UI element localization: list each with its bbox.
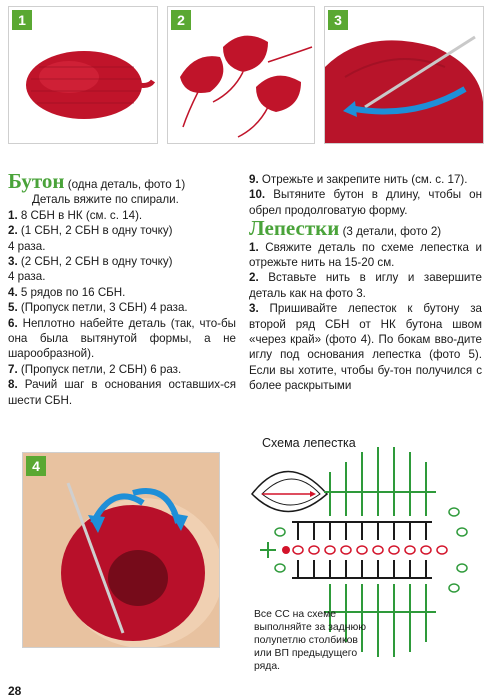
section-subtitle: Деталь вяжите по спирали. (32, 193, 179, 207)
section-note: (3 детали, фото 2) (339, 225, 442, 239)
left-column: Бутон (одна деталь, фото 1) Деталь вяжите по спирали. 1. 8 СБН в НК (см. с. 14). 2. (1 СБН, 2 СБН в одну точку) 4 раза. 3. (2 СБН, 2 СБН в одну точку) 4 раза. 4. 5 рядов по 16 СБН. 5. (Пропуск петли, 3 СБН) 4 раза. 6. Неплотно набейте деталь (так, что-бы она была вытянутой формы, а не шарообразной). 7. (Пропуск петли, 2 СБН) 6 раз. 8. Рачий шаг в основания оставших-ся шести СБН. (8, 169, 236, 407)
photo-4 (22, 452, 220, 648)
photo-badge: 1 (12, 10, 32, 30)
petal-outline-icon (252, 472, 327, 512)
right-column: 9. Отрежьте и закрепите нить (см. с. 17). 10. Вытяните бутон в длину, чтобы он обрел продолговатую форму. Лепестки (3 детали, фото 2) 1. Свяжите деталь по схеме лепестка и отрежьте нить на 15-20 см. 2. Вставьте нить в иглу и завершите деталь как на фото 3. 3. Пришивайте лепесток к бутону за второй ряд СБН от НК бутона швом «через край» (фото 4). По бокам вво-дите иглу под основания лепестка (фото 5). Если вы хотите, чтобы бу-тон получился с более раскрытыми (249, 173, 482, 393)
photo-1 (8, 6, 158, 144)
section-note: (одна деталь, фото 1) (64, 178, 186, 191)
section-title: Бутон (8, 169, 65, 193)
photo-badge: 3 (328, 10, 348, 30)
photo-badge: 4 (26, 456, 46, 476)
photo-2 (167, 6, 315, 144)
photo-3 (324, 6, 484, 144)
crochet-needle-image (325, 7, 483, 143)
crochet-sewing-image (23, 453, 219, 647)
schema-title: Схема лепестка (262, 436, 356, 450)
section-title: Лепестки (249, 216, 340, 241)
photo-badge: 2 (171, 10, 191, 30)
schema-note: Все СС на схеме выполняйте за заднюю полупетлю столбиков или ВП предыдущего ряда. (254, 609, 367, 672)
page-number: 28 (8, 684, 22, 698)
